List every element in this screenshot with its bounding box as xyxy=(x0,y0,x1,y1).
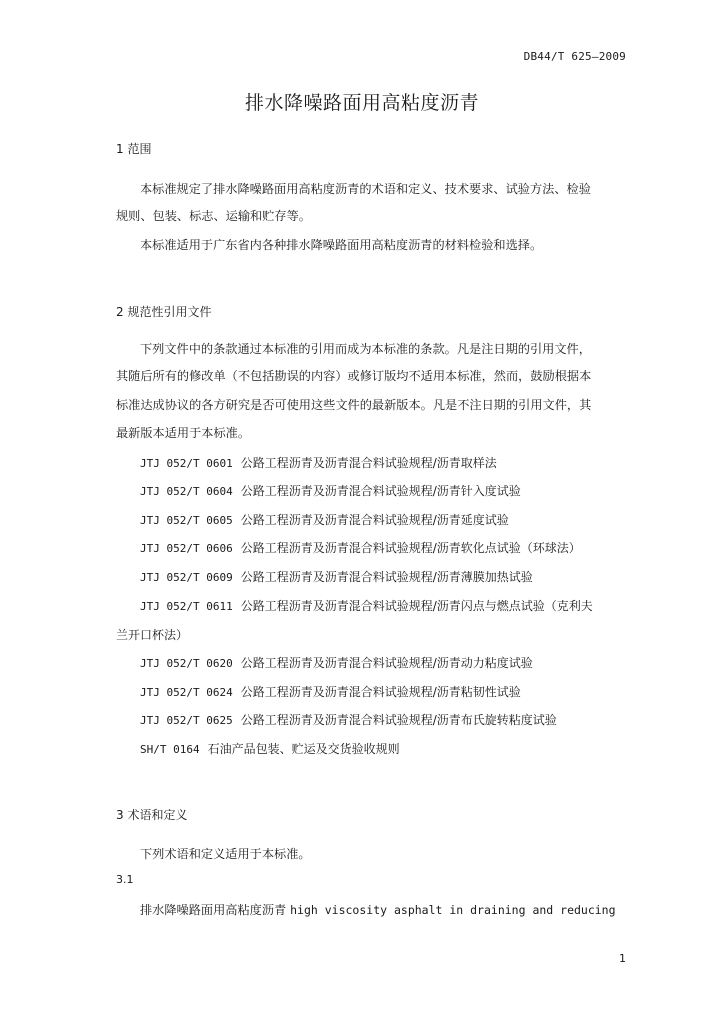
reference-title: 公路工程沥青及沥青混合料试验规程/沥青取样法 xyxy=(240,456,497,470)
section-2-intro-line-4: 最新版本适用于本标准。 xyxy=(116,426,251,440)
section-1-heading: 1 范围 xyxy=(116,142,152,156)
reference-code: JTJ 052/T 0601 xyxy=(140,457,233,470)
reference-item xyxy=(140,454,497,471)
reference-code: JTJ 052/T 0609 xyxy=(140,571,233,584)
reference-title: 兰开口杯法） xyxy=(116,628,189,642)
reference-item xyxy=(140,482,521,499)
section-1-paragraph-1-line-1: 本标准规定了排水降噪路面用高粘度沥青的术语和定义、技术要求、试验方法、检验 xyxy=(140,182,591,196)
standard-number: DB44/T 625—2009 xyxy=(523,50,626,63)
reference-item xyxy=(140,539,581,556)
section-2-intro-line-3: 标准达成协议的各方研究是否可使用这些文件的最新版本。凡是不注日期的引用文件，其 xyxy=(116,398,592,412)
reference-item xyxy=(140,511,509,528)
section-1-paragraph-1-line-2: 规则、包装、标志、运输和贮存等。 xyxy=(116,209,311,223)
reference-title: 公路工程沥青及沥青混合料试验规程/沥青布氏旋转粘度试验 xyxy=(240,713,557,727)
reference-item-continuation xyxy=(116,626,188,643)
reference-item xyxy=(140,654,533,671)
section-2-intro-line-1: 下列文件中的条款通过本标准的引用而成为本标准的条款。凡是注日期的引用文件， xyxy=(140,342,591,356)
reference-code: JTJ 052/T 0606 xyxy=(140,542,233,555)
reference-code: JTJ 052/T 0624 xyxy=(140,686,233,699)
reference-item xyxy=(140,683,521,700)
section-2-heading: 2 规范性引用文件 xyxy=(116,305,212,319)
section-3-intro: 下列术语和定义适用于本标准。 xyxy=(140,847,311,861)
reference-title: 公路工程沥青及沥青混合料试验规程/沥青薄膜加热试验 xyxy=(240,570,533,584)
reference-code: JTJ 052/T 0611 xyxy=(140,600,233,613)
reference-title: 公路工程沥青及沥青混合料试验规程/沥青软化点试验（环球法） xyxy=(240,541,581,555)
reference-code: JTJ 052/T 0625 xyxy=(140,714,233,727)
reference-code: JTJ 052/T 0620 xyxy=(140,657,233,670)
reference-title: 石油产品包装、贮运及交货验收规则 xyxy=(207,742,400,756)
section-3-heading: 3 术语和定义 xyxy=(116,808,188,822)
clause-number: 3.1 xyxy=(116,873,134,886)
term-entry xyxy=(140,901,616,918)
reference-item xyxy=(140,711,557,728)
reference-code: SH/T 0164 xyxy=(140,743,200,756)
section-2-intro-line-2: 其随后所有的修改单（不包括勘误的内容）或修订版均不适用本标准，然而，鼓励根据本 xyxy=(116,369,592,383)
document-title: 排水降噪路面用高粘度沥青 xyxy=(244,92,479,114)
reference-item xyxy=(140,740,400,757)
term-chinese: 排水降噪路面用高粘度沥青 xyxy=(140,903,287,917)
reference-item xyxy=(140,597,593,614)
reference-title: 公路工程沥青及沥青混合料试验规程/沥青针入度试验 xyxy=(240,484,521,498)
section-1-paragraph-2: 本标准适用于广东省内各种排水降噪路面用高粘度沥青的材料检验和选择。 xyxy=(140,238,543,252)
term-english: high viscosity asphalt in draining and reducing xyxy=(290,903,616,917)
reference-title: 公路工程沥青及沥青混合料试验规程/沥青延度试验 xyxy=(240,513,509,527)
reference-code: JTJ 052/T 0605 xyxy=(140,514,233,527)
reference-title: 公路工程沥青及沥青混合料试验规程/沥青闪点与燃点试验（克利夫 xyxy=(240,599,593,613)
reference-title: 公路工程沥青及沥青混合料试验规程/沥青动力粘度试验 xyxy=(240,656,533,670)
reference-item xyxy=(140,568,533,585)
reference-code: JTJ 052/T 0604 xyxy=(140,485,233,498)
page-number: 1 xyxy=(619,952,626,965)
reference-title: 公路工程沥青及沥青混合料试验规程/沥青粘韧性试验 xyxy=(240,685,521,699)
